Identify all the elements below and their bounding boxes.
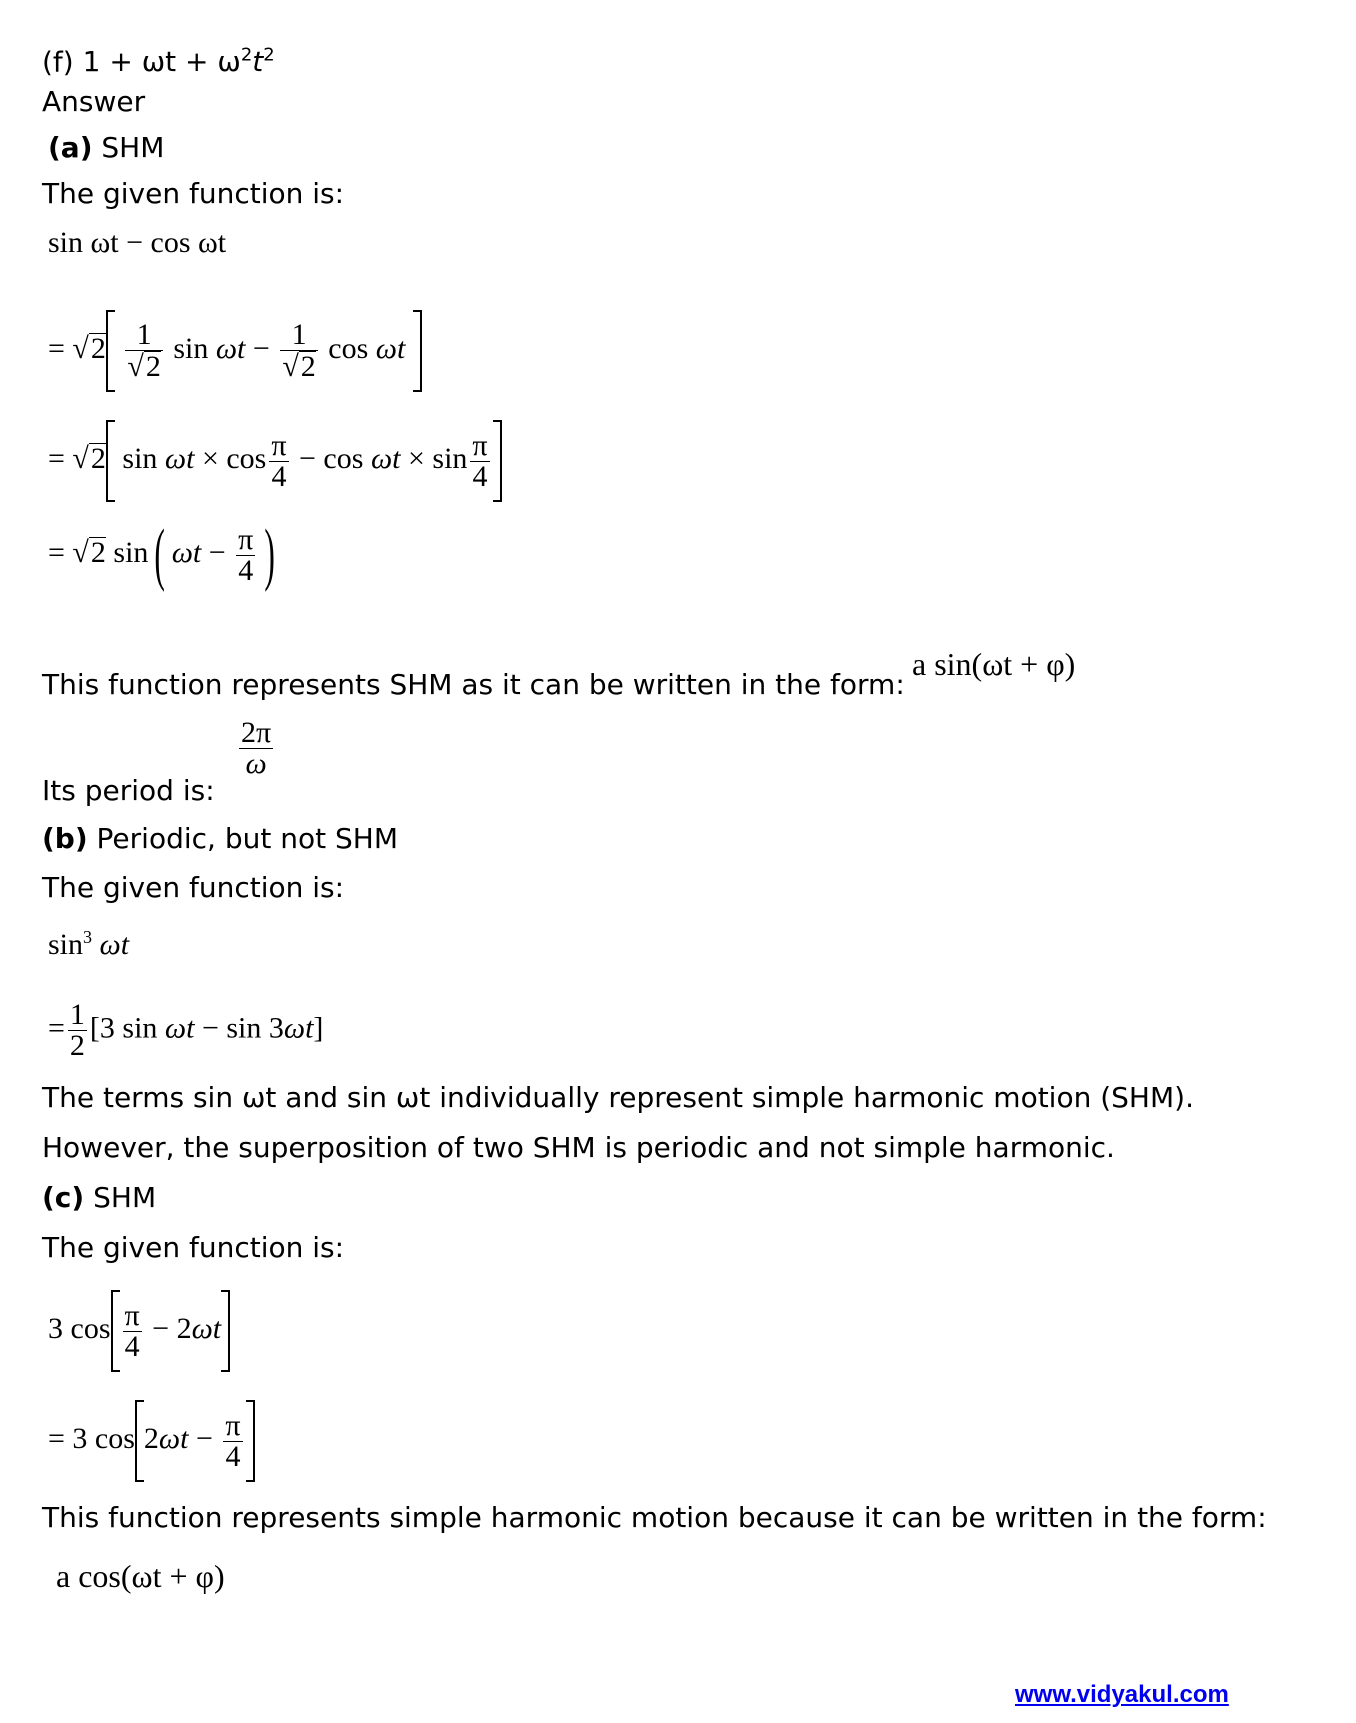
part-c-title: SHM (93, 1181, 157, 1214)
part-b-given: The given function is: (42, 871, 345, 904)
part-a-equation-4: = √2 sin( ωt − $\frac{\pi}{4}$ ) (48, 516, 276, 593)
part-a-heading (48, 130, 164, 166)
part-a-given: The given function is: (42, 177, 345, 210)
answer-heading: Answer (42, 85, 146, 118)
period-denominator: ω (245, 747, 267, 780)
part-a-conclusion: This function represents SHM as it can be written in the form: (42, 668, 905, 701)
part-a-period (236, 718, 276, 779)
part-a-form: a sin(ωt + φ) (912, 646, 1076, 682)
part-c-equation-2: = 3 cos 2ωt − $\frac{\pi}{4}$ (48, 1400, 255, 1482)
part-b-equation-2: = $\frac{1}{2}$ [3 sin ωt − sin 3ωt] (48, 998, 324, 1062)
period-numerator: 2π (241, 716, 272, 749)
part-a-equation-3: = √2 sin ωt × cos $\frac{\pi}{4}$ − cos ωt × sin $\frac{\pi}{4}$ (48, 420, 502, 502)
part-a-equation-2: = √2 $\frac{1}{√2}$ sin ωt − $\frac{1}{√2}$ cos ωt (48, 310, 422, 392)
part-a-period-label: Its period is: (42, 774, 215, 807)
part-b-terms-line: The terms sin ωt and sin ωt individually represent simple harmonic motion (SHM). (42, 1081, 1194, 1114)
part-b-equation-1: $\sin^3 \omega t$ (48, 927, 130, 961)
part-c-given: The given function is: (42, 1231, 345, 1264)
question-f (42, 38, 275, 80)
question-f-expression: $1 + \omega t + \omega^2t^2$ (82, 45, 275, 79)
part-b-label: (b) (42, 822, 88, 855)
part-b-heading (42, 821, 398, 857)
part-b-title: Periodic, but not SHM (96, 822, 398, 855)
part-c-equation-1: 3 cos $\frac{\pi}{4}$ − 2ωt (48, 1290, 230, 1372)
footer-website-link[interactable]: www.vidyakul.com (1015, 1681, 1229, 1708)
question-f-label: (f) (42, 45, 74, 79)
part-c-conclusion: This function represents simple harmonic motion because it can be written in the form: (42, 1501, 1267, 1534)
part-c-heading (42, 1180, 156, 1216)
part-a-label: (a) (48, 131, 93, 164)
part-c-form: a cos(ωt + φ) (56, 1558, 225, 1594)
part-a-title: SHM (101, 131, 165, 164)
part-a-equation-1: sin ωt − cos ωt (48, 226, 227, 259)
part-b-superposition-line: However, the superposition of two SHM is periodic and not simple harmonic. (42, 1131, 1115, 1164)
part-c-label: (c) (42, 1181, 85, 1214)
